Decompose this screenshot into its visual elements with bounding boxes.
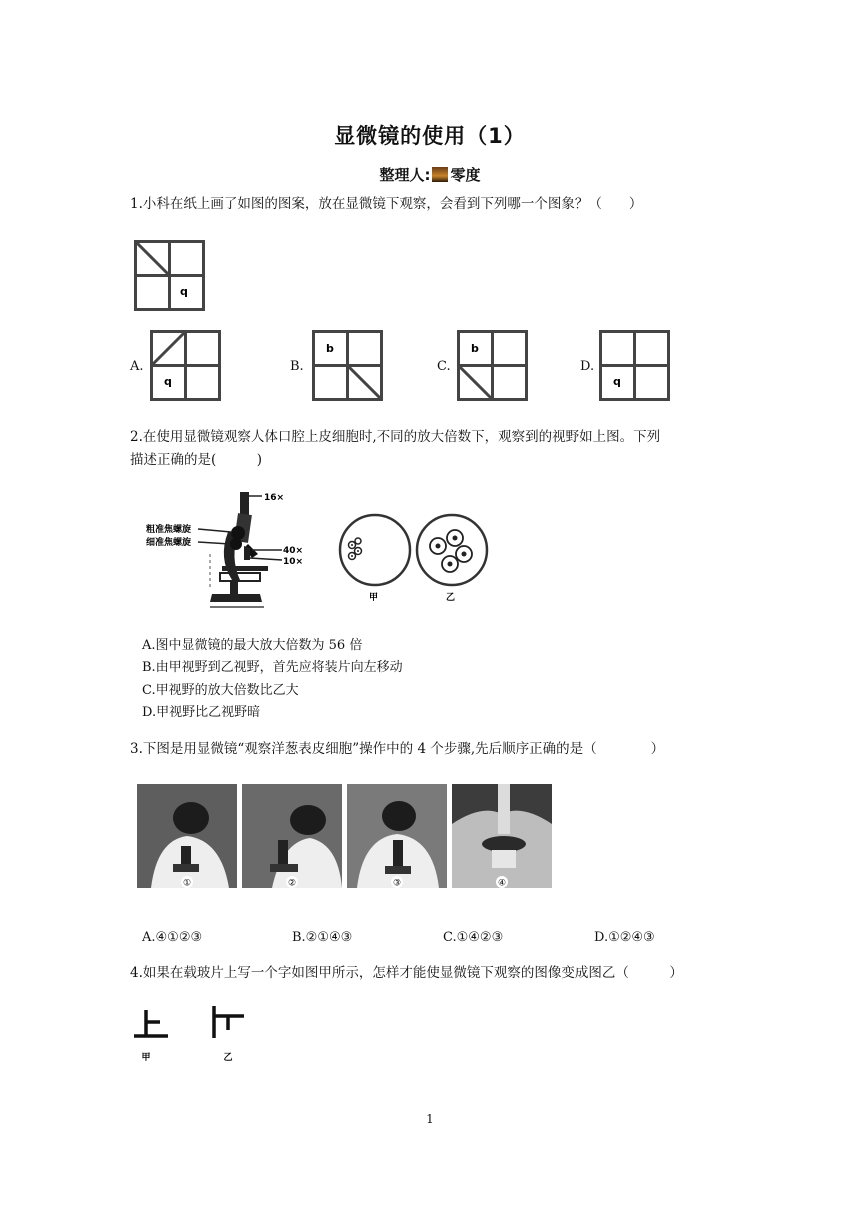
q1-original-figure [134,240,206,312]
question-3-text: 3.下图是用显微镜“观察洋葱表皮细胞”操作中的 4 个步骤,先后顺序正确的是（ ） [130,741,665,757]
q2-option-c[interactable]: C.甲视野的放大倍数比乙大 [142,683,299,698]
q1-mark: q [180,285,188,298]
page-number: 1 [426,1112,434,1126]
author-label: 整理人: [379,166,431,184]
q4-char-a-label: 甲 [141,1053,151,1063]
fine-knob-label: 细准焦螺旋 [146,538,192,548]
q2-option-a[interactable]: A.图中显微镜的最大放大倍数为 56 倍 [142,638,363,653]
q1-c-mark: b [471,342,479,355]
question-2-text-line2: 描述正确的是( ) [130,452,263,468]
q4-characters-figure [130,1000,260,1066]
q2-option-d[interactable]: D.甲视野比乙视野暗 [142,705,261,720]
microscope-diagram [140,488,320,612]
q1-option-a-figure[interactable] [150,330,222,402]
step-4-label: ④ [497,878,507,888]
q1-option-c-label: C. [437,359,451,374]
eyepiece-label: 16× [264,493,285,503]
q1-option-b-label: B. [290,359,304,374]
q3-option-c[interactable]: C.①④②③ [443,930,504,945]
q3-option-b[interactable]: B.②①④③ [292,930,353,945]
author-name: 零度 [450,166,481,184]
author-line [0,164,860,185]
q4-char-b-label: 乙 [223,1053,233,1063]
author-avatar-icon [432,167,448,182]
question-1-text: 1.小科在纸上画了如图的图案，放在显微镜下观察，会看到下列哪一个图象？（ ） [130,196,643,212]
step-3-photo [347,784,447,888]
step-1-label: ① [182,878,192,888]
step-1-photo [137,784,237,888]
coarse-knob-label: 粗准焦螺旋 [146,525,192,535]
step-3-label: ③ [392,878,402,888]
step-4-photo [452,784,552,888]
field-a-label: 甲 [369,593,379,603]
q1-b-mark: b [326,342,334,355]
q3-option-a[interactable]: A.④①②③ [142,930,203,945]
field-b-label: 乙 [446,593,456,603]
fields-of-view [338,508,492,608]
step-2-photo [242,784,342,888]
q1-a-mark: q [164,375,172,388]
q1-option-d-label: D. [580,359,595,374]
q1-option-c-figure[interactable] [457,330,529,402]
question-2-text-line1: 2.在使用显微镜观察人体口腔上皮细胞时,不同的放大倍数下，观察到的视野如上图。下列 [130,429,661,445]
q1-d-mark: q [613,375,621,388]
objective-high-label: 40× [283,546,304,556]
q2-option-b[interactable]: B.由甲视野到乙视野，首先应将装片向左移动 [142,660,403,675]
page-title: 显微镜的使用（1） [334,124,526,148]
q1-option-a-label: A. [130,359,144,374]
question-4-text: 4.如果在载玻片上写一个字如图甲所示，怎样才能使显微镜下观察的图像变成图乙（ ） [130,965,683,981]
q3-option-d[interactable]: D.①②④③ [594,930,655,945]
q1-option-d-figure[interactable] [599,330,671,402]
step-2-label: ② [287,878,297,888]
objective-low-label: 10× [283,557,304,567]
q1-option-b-figure[interactable] [312,330,384,402]
